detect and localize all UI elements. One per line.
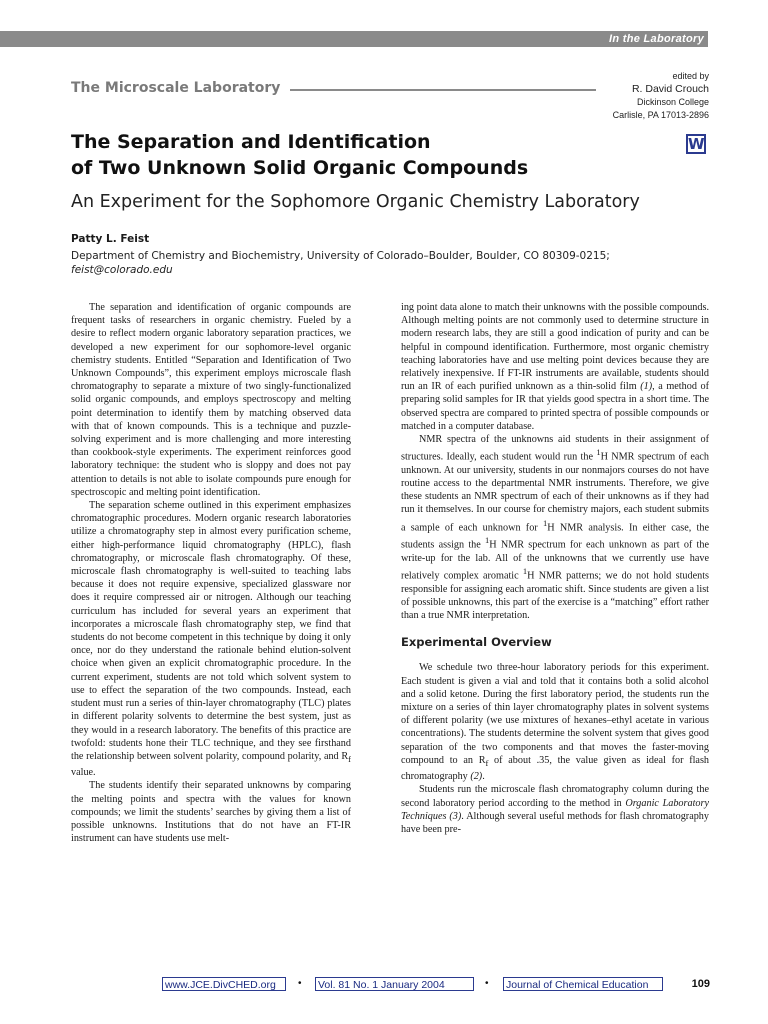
- footer-bullet: •: [298, 978, 302, 989]
- title-line-1: The Separation and Identification: [71, 131, 431, 153]
- article-title: [71, 129, 591, 181]
- footer-website-link[interactable]: www.JCE.DivCHED.org: [162, 977, 286, 991]
- section-banner: [0, 31, 708, 47]
- author-name: Patty L. Feist: [71, 233, 150, 245]
- section-heading: Experimental Overview: [401, 635, 552, 650]
- paragraph: ing point data alone to match their unknowns with the possible compounds. Although melting points are not commonly used to determine structure in modern research labs, they are still a good indication of purity and can be helpful in compound identification. Furthermore, most organic chemistry teaching laboratories have and use melting point devices because they are relatively inexpensive. If FT-IR instruments are available, students should run an IR of each purified unknown as a thin-solid film (1), a method of preparing solid samples for IR that yields good spectra in a short time. The observed spectra are compared to printed spectra of possible compounds or matched in a computer database.: [401, 302, 709, 432]
- page-footer: [162, 977, 710, 993]
- footer-bullet: •: [485, 978, 489, 989]
- header-rule: [290, 89, 596, 91]
- body-column-right: [401, 301, 709, 836]
- author-email[interactable]: feist@colorado.edu: [71, 264, 173, 276]
- page-number: 109: [691, 978, 710, 990]
- paragraph: The separation scheme outlined in this experiment emphasizes chromatographic procedures. Modern organic research laboratories utilize a chromatography step in almost every purification scheme, either high-performance liquid chromatography (HPLC), flash chromatography, or microscale flash chromatography. Of these, microscale flash chromatography is well-suited to teaching labs because it does not require expensive, specialized glassware nor does it require compressed air or nitrogen. Although our teaching curriculum has included for several years an experiment that incorporates a microscale flash chromatography step, we find that students do not become competent in this technique by doing it only once, nor do they understand the rationale behind elution-solvent choice when given an explicit chromatographic procedure. In the current experiment, students are not told which solvent system to use to effect the separation of the two compounds. Instead, each student must run a series of thin-layer chromatography (TLC) plates in different polarity solvents to determine the best system, just as they would in a research laboratory. The benefits of this practice are twofold: students hone their TLC technique, and they see firsthand the relationship between solvent polarity, compound polarity, and $R_f$ value.: [71, 500, 351, 779]
- footer-volume-link[interactable]: Vol. 81 No. 1 January 2004: [315, 977, 474, 991]
- section-name: In the Laboratory: [609, 33, 704, 45]
- title-line-2: of Two Unknown Solid Organic Compounds: [71, 157, 529, 179]
- paragraph: The separation and identification of organic compounds are frequent tasks of researchers in organic chemistry. Fueled by a desire to reflect modern organic laboratory separation practices, we developed a new experiment for our sophomore-level organic chemistry students. Entitled “Separation and Identification of Two Unknown Compounds”, this experiment employs microscale flash chromatography to separate a mixture of two singly-functionalized solid organic compounds, and employs spectroscopy and melting point determination to identify them by matching observed data with that of known compounds. This is a technique and puzzle-solving experiment and is more challenging and more interesting than cookbook-style experiments. The experiment reinforces good laboratory technique: the student who is sloppy and does not pay attention to details is not able to isolate compounds pure enough for spectroscopic and melting point identification.: [71, 302, 351, 498]
- body-column-left: [71, 301, 351, 845]
- paragraph: NMR spectra of the unknowns aid students in their assignment of structures. Ideally, each student would run the $^1$H NMR spectrum of each unknown. At our university, students in our nonmajors courses do not have routine access to the departmental NMR instruments. Therefore, we give these students an NMR spectrum of each of their unknowns as if they had run it themselves. In our course for chemistry majors, each student submits a sample of each unknown for $^1$H NMR analysis. In either case, the students assign the $^1$H NMR spectrum for each unknown as part of the write-up for the lab. All of the unknowns that we currently use have relatively complex aromatic $^1$H NMR patterns; we do not hold students responsible for assigning each aromatic shift. Since students are given a list of possible unknowns, this part of the exercise is a “matching” effort rather than a true NMR interpretation.: [401, 434, 709, 622]
- author-affiliation: [71, 249, 631, 277]
- column-label: The Microscale Laboratory: [71, 80, 281, 96]
- editor-name: R. David Crouch: [631, 83, 709, 95]
- reference-link[interactable]: Organic Laboratory Techniques (3): [401, 797, 709, 822]
- web-supplement-icon[interactable]: W: [688, 135, 705, 153]
- footer-journal-link[interactable]: Journal of Chemical Education: [503, 977, 663, 991]
- reference-link[interactable]: (2): [470, 771, 483, 783]
- reference-link[interactable]: (1): [640, 381, 653, 393]
- editor-address: Carlisle, PA 17013-2896: [612, 110, 709, 120]
- paragraph: We schedule two three-hour laboratory periods for this experiment. Each student is given a vial and told that it contains both a solid alcohol and a solid ketone. During the first laboratory period, the students run the mixture on a series of thin layer chromatography plates in solvent systems of different polarity (we use mixtures of hexanes–ethyl acetate in various concentrations). The students determine the solvent system that gives good separation of the two components and that moves the faster-moving compound to an $R_f$ of about .35, the value given as ideal for flash chromatography (2).: [401, 662, 710, 783]
- article-subtitle: An Experiment for the Sophomore Organic Chemistry Laboratory: [71, 192, 640, 212]
- paragraph: The students identify their separated unknowns by comparing the melting points and spectra with the values for known compounds; we limit the students’ searches by giving them a list of possible unknowns. Institutions that do not have an FT-IR instrument can have students use melt-: [71, 780, 351, 845]
- editor-institution: Dickinson College: [636, 97, 709, 107]
- editor-block: [613, 70, 709, 122]
- affiliation-text: Department of Chemistry and Biochemistry, University of Colorado–Boulder, Boulder, CO 80309-0215;: [71, 250, 610, 262]
- edited-by-label: edited by: [672, 71, 709, 81]
- paragraph: Students run the microscale flash chromatography column during the second laboratory period according to the method in Organic Laboratory Techniques (3). Although several useful methods for flash chromatography have been pre-: [401, 784, 709, 835]
